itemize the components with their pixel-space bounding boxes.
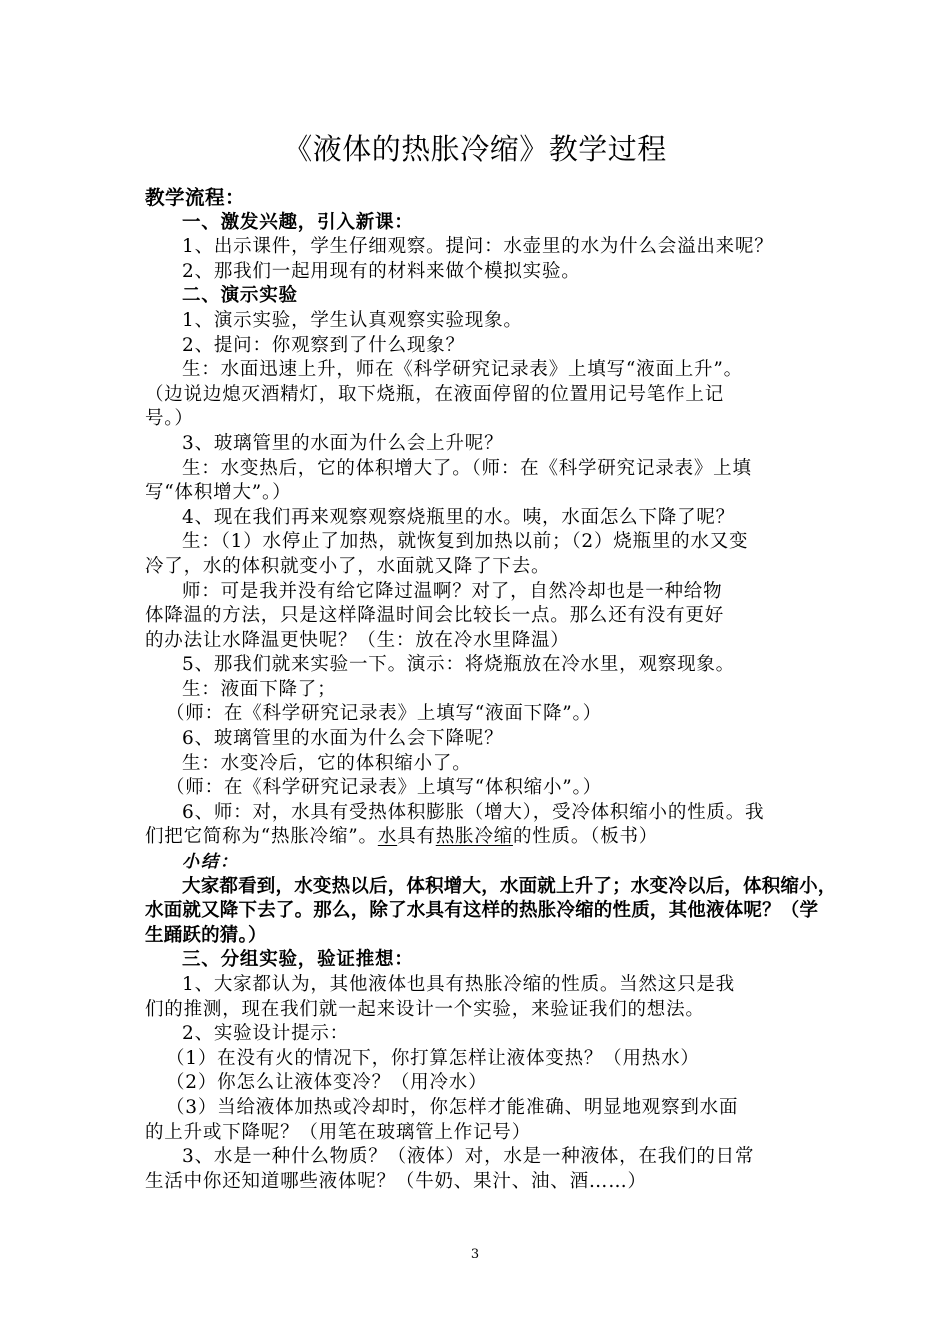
text-line: 1、出示课件，学生仔细观察。提问：水壶里的水为什么会溢出来呢？ [182, 236, 774, 258]
text-line: （师：在《科学研究记录表》上填写“体积缩小”。） [166, 777, 602, 799]
text-line: 1、大家都认为，其他液体也具有热胀冷缩的性质。当然这只是我 [182, 974, 735, 995]
text-line: （1）在没有火的情况下，你打算怎样让液体变热？（用热水） [166, 1047, 700, 1069]
text-line: 冷了，水的体积就变小了，水面就又降了下去。 [145, 555, 551, 577]
text-line: 5、那我们就来实验一下。演示：将烧瓶放在冷水里，观察现象。 [182, 654, 735, 676]
section-title-3: 三、分组实验，验证推想： [182, 949, 414, 971]
text-line: 生：液面下降了； [182, 678, 337, 700]
text-line: 师：可是我并没有给它降过温啊？对了，自然冷却也是一种给物 [182, 580, 723, 602]
text-fragment: 的性质。（板书） [512, 826, 659, 848]
text-line: 2、那我们一起用现有的材料来做个模拟实验。 [182, 260, 581, 282]
text-line: 6、师：对，水具有受热体积膨胀（增大），受冷体积缩小的性质。我 [182, 801, 765, 823]
text-line: （3）当给液体加热或冷却时，你怎样才能准确、明显地观察到水面 [166, 1096, 739, 1118]
text-line: 2、提问：你观察到了什么现象？ [182, 334, 465, 356]
text-line: （边说边熄灭酒精灯，取下烧瓶，在液面停留的位置用记号笔作上记 [145, 383, 725, 405]
summary-line: 大家都看到，水变热以后，体积增大，水面就上升了；水变冷以后，体积缩小， [182, 875, 837, 897]
section-title-1: 一、激发兴趣，引入新课： [182, 211, 414, 233]
page-number: 3 [470, 1247, 480, 1262]
summary-line: 生踊跃的猜。） [145, 924, 267, 946]
text-line: 1、演示实验，学生认真观察实验现象。 [182, 309, 523, 331]
text-line: （师：在《科学研究记录表》上填写“液面下降”。） [166, 703, 602, 725]
text-line: 生：水变热后，它的体积增大了。（师：在《科学研究记录表》上填 [182, 457, 752, 479]
text-fragment: 们把它简称为“热胀冷缩”。 [145, 826, 378, 848]
text-line: 2、实验设计提示： [182, 1023, 349, 1045]
document-body [145, 186, 837, 1194]
text-line: 体降温的方法，只是这样降温时间会比较长一点。那么还有没有更好 [145, 605, 725, 627]
text-line: （2）你怎么让液体变冷？（用冷水） [166, 1072, 488, 1094]
text-line: 3、玻璃管里的水面为什么会上升呢？ [182, 432, 504, 454]
text-line: 生：水面迅速上升，师在《科学研究记录表》上填写“液面上升”。 [182, 359, 743, 381]
underlined-expansion: 热胀冷缩 [435, 826, 513, 848]
text-line: 生活中你还知道哪些液体呢？（牛奶、果汁、油、酒……） [145, 1170, 647, 1192]
text-line: 6、玻璃管里的水面为什么会下降呢？ [182, 728, 504, 750]
text-line: 生：（1）水停止了加热，就恢复到加热以前；（2）烧瓶里的水又变 [182, 531, 749, 553]
text-line: 的上升或下降呢？（用笔在玻璃管上作记号） [145, 1121, 532, 1143]
text-fragment: 具有 [397, 826, 436, 848]
section-title-2: 二、演示实验 [182, 285, 298, 307]
text-line: 号。） [145, 408, 194, 430]
section-heading: 教学流程： [145, 186, 246, 209]
text-line: 4、现在我们再来观察观察烧瓶里的水。咦，水面怎么下降了呢？ [182, 506, 735, 528]
summary-line: 水面就又降下去了。那么，除了水具有这样的热胀冷缩的性质，其他液体呢？（学 [145, 900, 819, 922]
document-title: 《液体的热胀冷缩》教学过程 [283, 132, 667, 166]
text-line: 的办法让水降温更快呢？（生：放在冷水里降温） [145, 629, 570, 651]
text-line-board [145, 825, 811, 850]
text-line: 3、水是一种什么物质？（液体）对，水是一种液体，在我们的日常 [182, 1146, 755, 1168]
text-line: 写“体积增大”。） [145, 482, 292, 504]
text-line: 们的推测，现在我们就一起来设计一个实验，来验证我们的想法。 [145, 998, 705, 1020]
text-line: 生：水变冷后，它的体积缩小了。 [182, 752, 472, 774]
summary-label: 小结： [182, 852, 239, 873]
underlined-water: 水 [377, 826, 398, 848]
